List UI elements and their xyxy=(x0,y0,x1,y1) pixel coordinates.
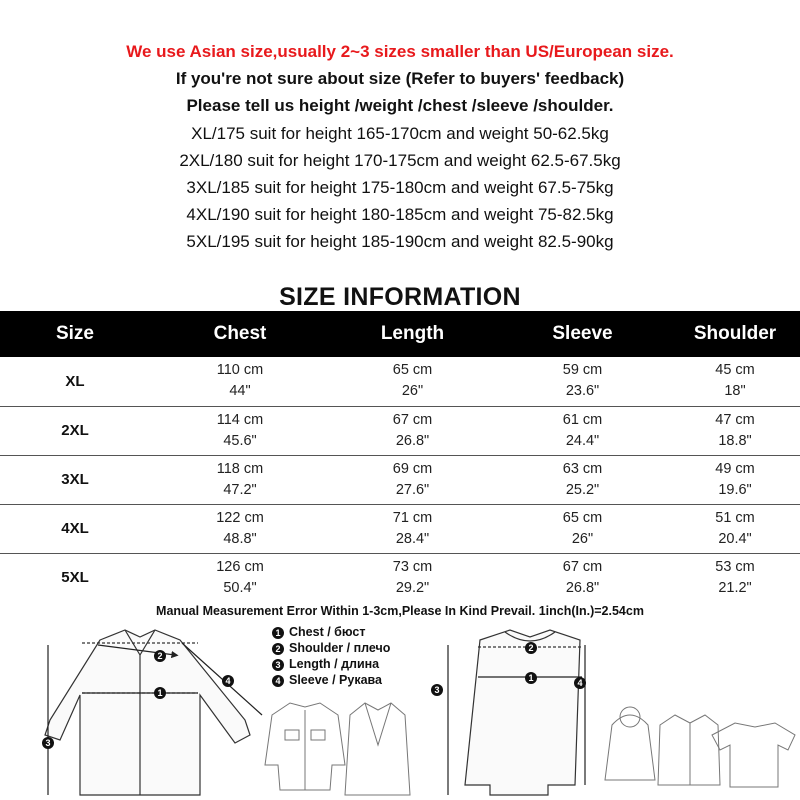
header-sleeve: Sleeve xyxy=(552,323,613,344)
shoulder-cell: 49 cm 19.6" xyxy=(715,460,755,498)
svg-text:1: 1 xyxy=(157,688,163,698)
size-cell: 3XL xyxy=(61,471,89,488)
measurement-legend xyxy=(272,624,390,688)
size-warning: We use Asian size,usually 2~3 sizes smaller than US/European size. xyxy=(126,42,674,61)
shoulder-cell: 47 cm 18.8" xyxy=(715,411,755,449)
svg-text:1: 1 xyxy=(528,673,534,683)
number-1-icon: 1 xyxy=(272,627,284,639)
length-cell: 71 cm 28.4" xyxy=(392,509,433,547)
chest-cell: 110 cm 44" xyxy=(216,362,264,400)
header-length: Length xyxy=(380,323,445,344)
size-advice: If you're not sure about size (Refer to buyers' feedback) xyxy=(175,69,625,88)
suit-line-xl: XL/175 suit for height 165-170cm and weight 50-62.5kg xyxy=(191,124,609,143)
jacket-sketches xyxy=(265,703,410,795)
legend-sleeve: 4 Sleeve / Рукава xyxy=(272,672,390,688)
size-cell: XL xyxy=(65,372,85,390)
table-row xyxy=(0,406,800,455)
shoulder-cell: 53 cm 21.2" xyxy=(715,558,755,596)
header-size: Size xyxy=(55,323,95,344)
number-2-icon: 2 xyxy=(272,643,284,655)
chest-cell: 122 cm 48.8" xyxy=(216,509,264,547)
length-cell: 67 cm 26.8" xyxy=(392,411,433,449)
size-cell: 5XL xyxy=(61,569,89,587)
size-cell: 2XL xyxy=(61,422,89,439)
svg-text:4: 4 xyxy=(577,678,583,688)
sleeve-cell: 59 cm 23.6" xyxy=(562,362,603,400)
sleeve-cell: 67 cm 26.8" xyxy=(562,558,603,596)
size-cell: 4XL xyxy=(61,520,89,537)
shoulder-cell: 51 cm 20.4" xyxy=(715,509,755,547)
shirt-diagram xyxy=(45,630,262,795)
hoodie-cardigan-tshirt-sketches xyxy=(605,707,795,787)
svg-text:3: 3 xyxy=(45,738,51,748)
header-chest: Chest xyxy=(213,323,267,344)
svg-text:3: 3 xyxy=(434,685,440,695)
table-row xyxy=(0,553,800,602)
shoulder-cell: 45 cm 18" xyxy=(715,362,755,400)
measurement-note: Manual Measurement Error Within 1-3cm,Please In Kind Prevail. 1inch(In.)=2.54cm xyxy=(156,604,644,618)
chest-cell: 118 cm 47.2" xyxy=(216,460,264,498)
suit-line-4xl: 4XL/190 suit for height 180-185cm and weight 75-82.5kg xyxy=(186,205,614,224)
sleeve-cell: 63 cm 25.2" xyxy=(562,460,603,498)
chest-cell: 126 cm 50.4" xyxy=(216,558,264,596)
table-row xyxy=(0,455,800,504)
svg-text:2: 2 xyxy=(528,643,534,653)
sleeve-cell: 61 cm 24.4" xyxy=(562,411,603,449)
suit-line-3xl: 3XL/185 suit for height 175-180cm and weight 67.5-75kg xyxy=(186,178,614,197)
garment-illustrations xyxy=(0,615,800,800)
sweater-diagram xyxy=(448,630,585,795)
number-4-icon: 4 xyxy=(272,675,284,687)
legend-length: 3 Length / длина xyxy=(272,656,390,672)
chest-cell: 114 cm 45.6" xyxy=(216,411,264,449)
size-table-header xyxy=(0,311,800,357)
legend-shoulder: 2 Shoulder / плечо xyxy=(272,640,390,656)
length-cell: 73 cm 29.2" xyxy=(392,558,433,596)
length-cell: 65 cm 26" xyxy=(392,362,433,400)
table-row xyxy=(0,504,800,553)
number-3-icon: 3 xyxy=(272,659,284,671)
size-request: Please tell us height /weight /chest /sleeve /shoulder. xyxy=(186,96,614,115)
suit-line-5xl: 5XL/195 suit for height 185-190cm and weight 82.5-90kg xyxy=(186,232,614,251)
length-cell: 69 cm 27.6" xyxy=(392,460,433,498)
header-shoulder: Shoulder xyxy=(693,323,777,344)
size-table-title: SIZE INFORMATION xyxy=(279,283,521,311)
suit-line-2xl: 2XL/180 suit for height 170-175cm and weight 62.5-67.5kg xyxy=(179,151,621,170)
legend-chest: 1 Chest / бюст xyxy=(272,624,390,640)
size-table xyxy=(0,311,800,602)
table-row xyxy=(0,357,800,406)
sleeve-cell: 65 cm 26" xyxy=(562,509,603,547)
svg-text:2: 2 xyxy=(157,651,163,661)
svg-text:4: 4 xyxy=(225,676,231,686)
